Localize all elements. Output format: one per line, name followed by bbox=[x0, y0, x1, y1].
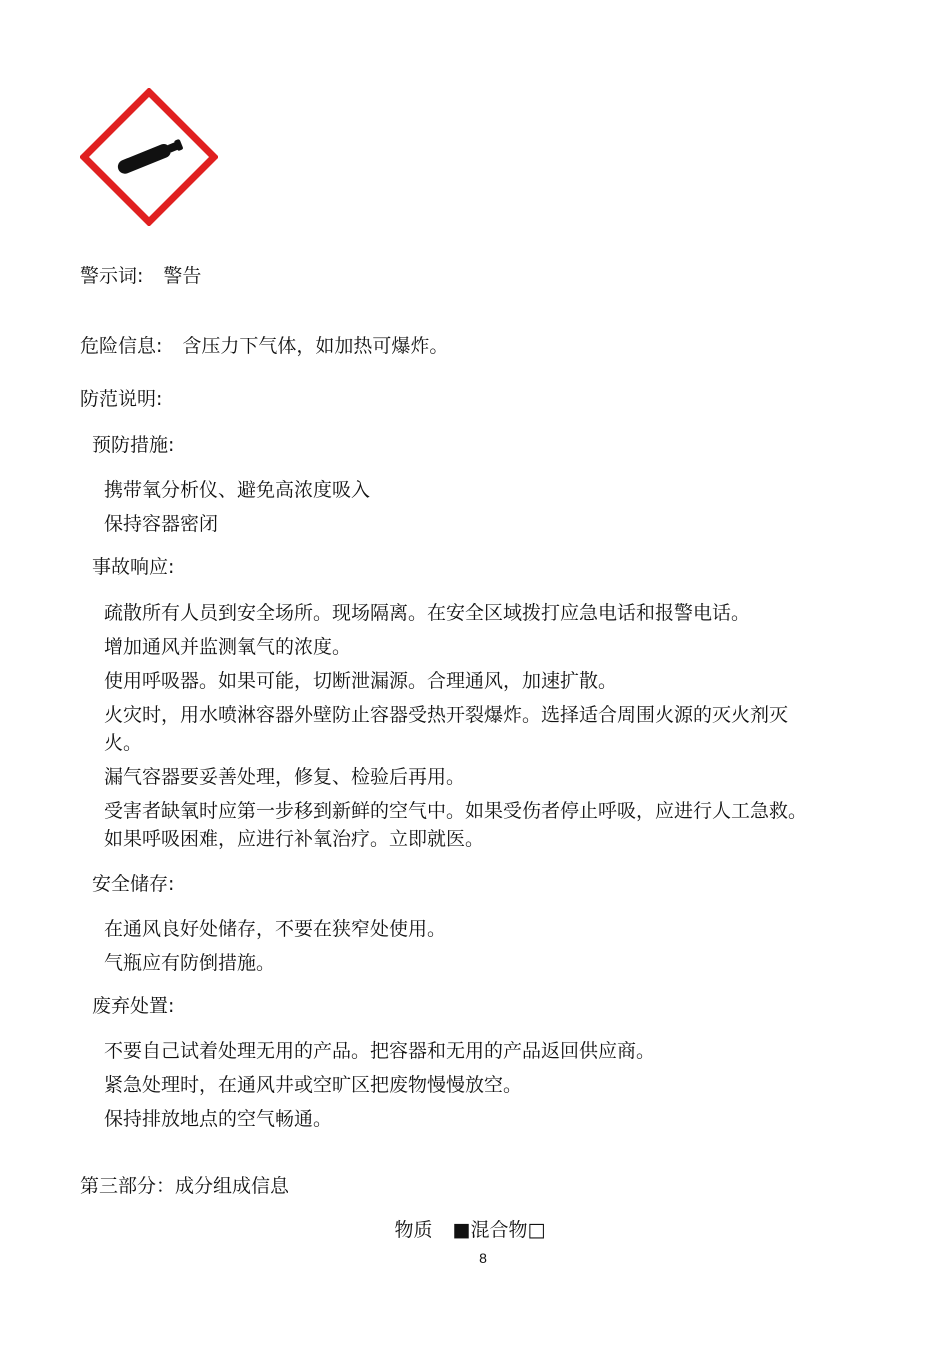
response-item: 增加通风并监测氧气的浓度。 bbox=[104, 636, 352, 658]
substance-label: 物质 bbox=[394, 1219, 433, 1241]
prevention-item: 保持容器密闭 bbox=[104, 513, 219, 535]
storage-item: 在通风良好处储存，不要在狭窄处使用。 bbox=[104, 918, 447, 940]
disposal-heading: 废弃处置: bbox=[92, 995, 175, 1017]
response-item: 疏散所有人员到安全场所。现场隔离。在安全区域拨打应急电话和报警电话。 bbox=[104, 602, 751, 624]
prevention-item: 携带氧分析仪、避免高浓度吸入 bbox=[104, 479, 371, 501]
section-3-title: 第三部分：成分组成信息 bbox=[80, 1175, 290, 1197]
signal-word-value: 警告 bbox=[163, 265, 202, 287]
gas-cylinder-icon bbox=[80, 88, 218, 226]
disposal-item: 紧急处理时，在通风井或空旷区把废物慢慢放空。 bbox=[104, 1074, 523, 1096]
response-item: 使用呼吸器。如果可能，切断泄漏源。合理通风，加速扩散。 bbox=[104, 670, 618, 692]
mixture-checkbox: □ bbox=[527, 1219, 546, 1241]
disposal-item: 保持排放地点的空气畅通。 bbox=[104, 1108, 333, 1130]
hazard-statement-label: 危险信息: bbox=[80, 335, 163, 357]
storage-item: 气瓶应有防倒措施。 bbox=[104, 952, 276, 974]
response-heading: 事故响应: bbox=[92, 556, 175, 578]
mixture-label: 混合物 bbox=[470, 1219, 528, 1241]
page-number: 8 bbox=[479, 1250, 487, 1266]
signal-word-line bbox=[80, 262, 201, 290]
precaution-heading: 防范说明: bbox=[80, 388, 163, 410]
hazard-statement-line bbox=[80, 332, 448, 360]
response-item: 受害者缺氧时应第一步移到新鲜的空气中。如果受伤者停止呼吸，应进行人工急救。如果呼吸困难，应进行补氧治疗。立即就医。 bbox=[104, 800, 808, 850]
hazard-statement-value: 含压力下气体，如加热可爆炸。 bbox=[182, 335, 449, 357]
disposal-item: 不要自己试着处理无用的产品。把容器和无用的产品返回供应商。 bbox=[104, 1040, 656, 1062]
storage-heading: 安全储存: bbox=[92, 873, 175, 895]
substance-checkbox: ■ bbox=[452, 1219, 471, 1241]
response-item: 火灾时，用水喷淋容器外壁防止容器受热开裂爆炸。选择适合周围火源的灭火剂灭火。 bbox=[104, 704, 789, 754]
response-item: 漏气容器要妥善处理，修复、检验后再用。 bbox=[104, 766, 466, 788]
signal-word-label: 警示词: bbox=[80, 265, 144, 287]
substance-mixture-line bbox=[0, 1216, 940, 1244]
prevention-heading: 预防措施: bbox=[92, 434, 175, 456]
